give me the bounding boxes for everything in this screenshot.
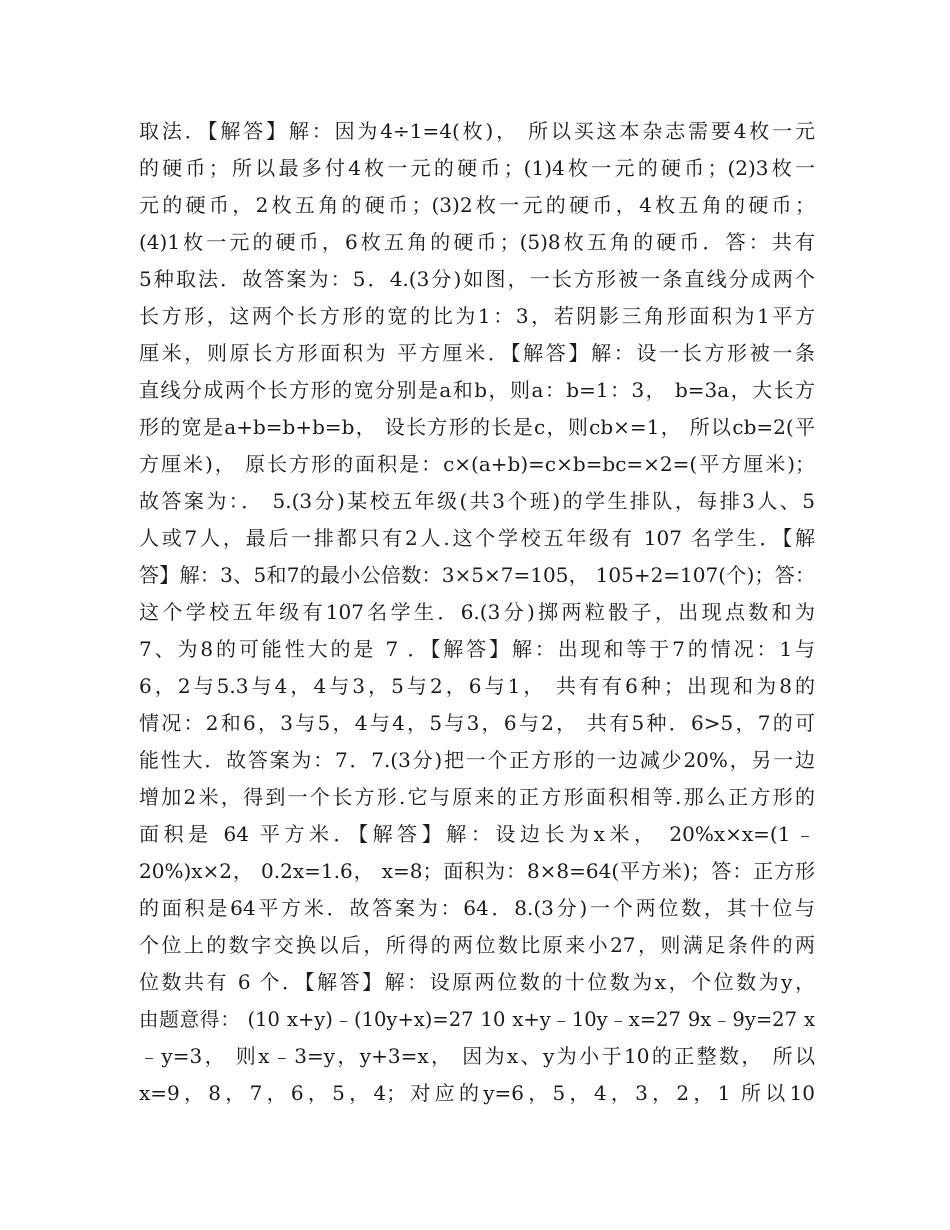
text-line-16: 6，2与5.3与4，4与3，5与2，6与1， 共有有6种；出现和为8的: [139, 674, 815, 698]
text-line-20: 面积是 64 平方米．【解答】解：设边长为x米， 20%x×x=(1﹣: [139, 822, 815, 846]
text-line-10: 方厘米)， 原长方形的面积是：c×(a+b)=c×b=bc=×2=(平方厘米)；: [139, 452, 815, 476]
text-line-21: 20%)x×2， 0.2x=1.6， x=8；面积为：8×8=64(平方米)；答：正方形: [139, 859, 815, 883]
text-line-25: 由题意得： (10 x+y)﹣(10y+x)=27 10 x+y﹣10y﹣x=27 9x﹣9y=27 x: [139, 1008, 815, 1031]
text-line-12: 人或7人，最后一排都只有2人.这个学校五年级有 107 名学生．【解: [139, 526, 815, 550]
text-line-27: x=9，8，7，6，5，4；对应的y=6，5，4，3，2，1 所以10: [139, 1081, 815, 1105]
text-line-7: 厘米，则原长方形面积为 平方厘米．【解答】解：设一长方形被一条: [139, 341, 815, 365]
text-line-5: 5种取法．故答案为：5．4.(3分)如图，一长方形被一条直线分成两个: [139, 267, 815, 291]
text-line-4: (4)1枚一元的硬币，6枚五角的硬币；(5)8枚五角的硬币．答：共有: [139, 230, 815, 254]
text-line-26: ﹣y=3， 则x﹣3=y，y+3=x， 因为x、y为小于10的正整数， 所以: [139, 1044, 815, 1068]
text-line-11: 故答案为：． 5.(3分)某校五年级(共3个班)的学生排队，每排3人、5: [139, 489, 815, 513]
text-line-19: 增加2米，得到一个长方形.它与原来的正方形面积相等.那么正方形的: [139, 785, 815, 809]
text-line-18: 能性大．故答案为：7．7.(3分)把一个正方形的一边减少20%，另一边: [139, 748, 815, 772]
text-line-8: 直线分成两个长方形的宽分别是a和b，则a：b=1：3， b=3a，大长方: [139, 378, 815, 402]
text-line-13: 答】解：3、5和7的最小公倍数：3×5×7=105， 105+2=107(个)；答：: [139, 563, 815, 587]
text-line-3: 元的硬币，2枚五角的硬币；(3)2枚一元的硬币，4枚五角的硬币；: [139, 193, 815, 217]
text-line-1: 取法．【解答】解：因为4÷1=4(枚)， 所以买这本杂志需要4枚一元: [139, 119, 815, 143]
text-line-6: 长方形，这两个长方形的宽的比为1：3，若阴影三角形面积为1平方: [139, 304, 815, 328]
text-line-14: 这个学校五年级有107名学生．6.(3分)掷两粒骰子，出现点数和为: [139, 600, 815, 624]
text-line-15: 7、为8的可能性大的是 7 ．【解答】解：出现和等于7的情况：1与: [139, 637, 815, 661]
text-line-23: 个位上的数字交换以后，所得的两位数比原来小27，则满足条件的两: [139, 933, 815, 957]
text-line-2: 的硬币；所以最多付4枚一元的硬币；(1)4枚一元的硬币；(2)3枚一: [139, 156, 815, 180]
text-line-22: 的面积是64平方米．故答案为：64．8.(3分)一个两位数，其十位与: [139, 896, 815, 920]
text-line-24: 位数共有 6 个．【解答】解：设原两位数的十位数为x，个位数为y，: [139, 970, 815, 994]
text-line-9: 形的宽是a+b=b+b=b， 设长方形的长是c，则cb×=1， 所以cb=2(平: [139, 415, 815, 439]
body-text: [139, 113, 815, 1112]
text-line-17: 情况：2和6，3与5，4与4，5与3，6与2， 共有5种．6>5，7的可: [139, 711, 815, 735]
